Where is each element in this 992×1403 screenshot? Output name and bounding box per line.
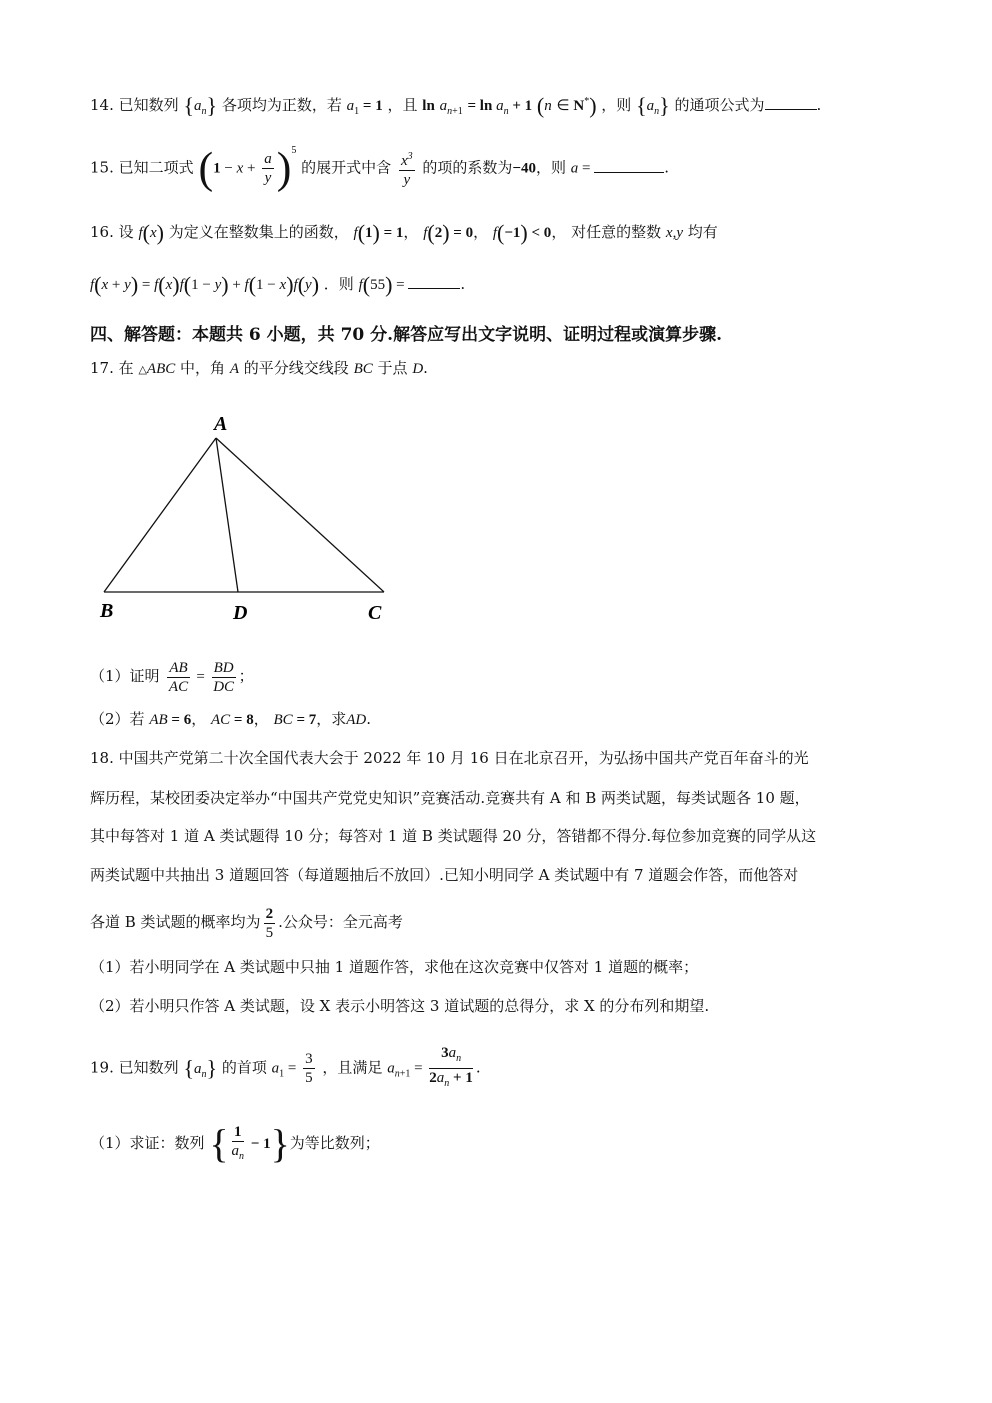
side-ac	[216, 438, 384, 592]
bisector-ad	[216, 438, 238, 592]
question-17-part-1: （1）证明 $\frac{AB}{AC}$ = $\frac{BD}{DC}$ ；	[90, 659, 254, 695]
section-heading: 四、解答题：本题共 6 小题，共 70 分.解答应写出文字说明、证明过程或演算步骤.	[90, 325, 722, 345]
question-18-part-2: （2）若小明只作答 A 类试题，设 X 表示小明答这 3 道试题的总得分，求 X 的分布列和期望.	[90, 997, 710, 1015]
question-17-part-2: （2）若 AB = 6， AC = 8， BC = 7，求AD.	[90, 710, 372, 728]
label-c: C	[368, 602, 382, 624]
side-ab	[104, 438, 216, 592]
label-b: B	[100, 600, 114, 622]
question-16-formula: f(x + y) = f(x)f(1 − y) + f(1 − x)f(y) ．则 f(55) = .	[90, 272, 466, 297]
triangle-figure	[90, 405, 410, 635]
question-18-line-3: 其中每答对 1 道 A 类试题得 10 分；每答对 1 道 B 类试题得 20 分，答错都不得分.每位参加竞赛的同学从这	[90, 827, 817, 845]
question-19: 19. 已知数列 $\{a_n\}$ 的首项 $a_1$ = $\frac{3}{5}$ ，且满足 $a_{n+1}$ = $\frac{3a_n}{2a_n + 1}$ .	[90, 1045, 481, 1089]
question-18-line-1: 18. 中国共产党第二十次全国代表大会于 2022 年 10 月 16 日在北京召开，为弘扬中国共产党百年奋斗的光	[90, 749, 809, 767]
question-18-part-1: （1）若小明同学在 A 类试题中只抽 1 道题作答，求他在这次竞赛中仅答对 1 道题的概率；	[90, 958, 699, 976]
question-14: 14. 已知数列 $\{a_n\}$ 各项均为正数，若 $a_1 = 1$ ，且 $\ln a_{n+1} = \ln a_n + 1$ (n ∈ N*) ，则 $\{a_n\}$ 的通项公式为 .	[90, 93, 822, 118]
question-16: 16. 设 f(x) 为定义在整数集上的函数， f(1) = 1， f(2) = 0， f(−1) < 0， 对任意的整数 x,y 均有	[90, 220, 718, 245]
question-18-line-2: 辉历程，某校团委决定举办“中国共产党党史知识”竞赛活动.竞赛共有 A 和 B 两类试题，每类试题各 10 题，	[90, 789, 810, 807]
label-a: A	[214, 413, 228, 435]
question-17: 17. 在 △ABC 中，角 A 的平分线交线段 BC 于点 D.	[90, 359, 428, 377]
question-19-part-1: （1）求证：数列 { $\frac{1}{a_n}$ − 1}为等比数列；	[90, 1121, 380, 1166]
question-18-line-4: 两类试题中共抽出 3 道题回答（每道题抽后不放回）.已知小明同学 A 类试题中有 7 道题会作答，而他答对	[90, 866, 799, 884]
question-18-line-5: 各道 B 类试题的概率均为 $\frac{2}{5}$ .公众号：全元高考	[90, 905, 403, 941]
question-15: 15. 已知二项式 (1 − x + $\frac{a}{y}$ )$^5$ 的展开式中含 $\frac{x^3}{y}$ 的项的系数为−40，则 a = .	[90, 143, 670, 193]
label-d: D	[233, 602, 248, 624]
